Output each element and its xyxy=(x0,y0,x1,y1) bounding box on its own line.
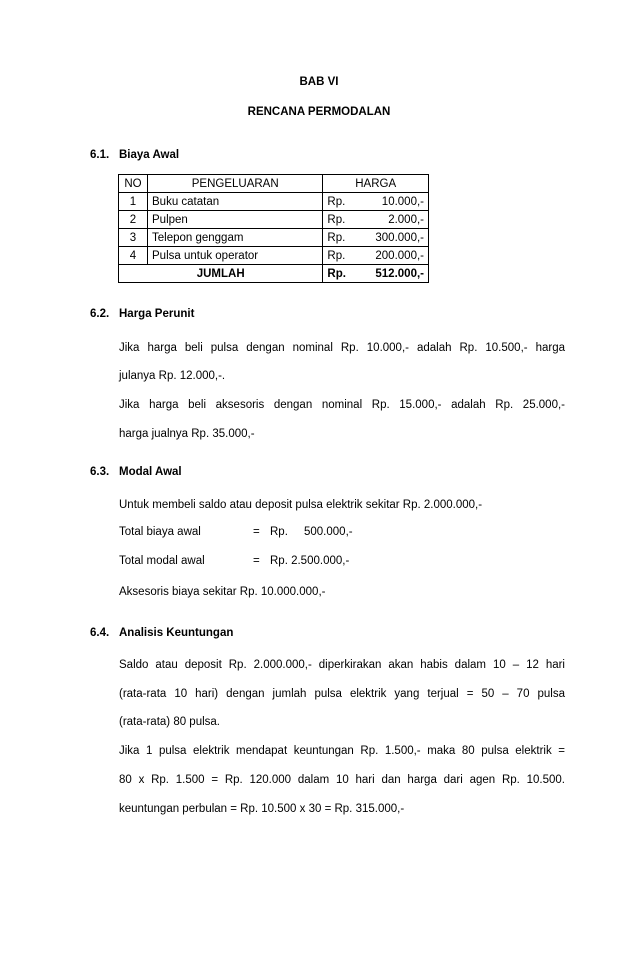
total-label: JUMLAH xyxy=(119,265,323,283)
chapter-heading: BAB VI xyxy=(299,76,339,88)
col-header-no: NO xyxy=(119,175,148,193)
row-label: Total modal awal xyxy=(119,555,205,567)
section-title: Modal Awal xyxy=(119,466,182,478)
cost-table xyxy=(118,174,429,283)
paragraph-line: Jika harga beli pulsa dengan nominal Rp. 10.000,- adalah Rp. 10.500,- harga xyxy=(119,342,565,354)
cell-item: Pulsa untuk operator xyxy=(148,247,323,265)
cell-currency: Rp. xyxy=(323,247,372,265)
cell-amount: 300.000,- xyxy=(371,229,428,247)
cell-amount: 10.000,- xyxy=(371,193,428,211)
section-heading-6-2 xyxy=(90,308,194,320)
table-row xyxy=(119,229,429,247)
cell-no: 1 xyxy=(119,193,148,211)
row-equals: = xyxy=(253,555,260,567)
section-number: 6.1. xyxy=(90,149,110,161)
paragraph-line: harga jualnya Rp. 35.000,- xyxy=(119,428,255,440)
paragraph-line: 80 x Rp. 1.500 = Rp. 120.000 dalam 10 hari dan harga dari agen Rp. 10.500. xyxy=(119,774,565,786)
row-currency: Rp. xyxy=(270,526,288,538)
cell-currency: Rp. xyxy=(323,211,372,229)
cell-no: 2 xyxy=(119,211,148,229)
page-title: RENCANA PERMODALAN xyxy=(247,106,391,118)
paragraph-line: Saldo atau deposit Rp. 2.000.000,- diperkirakan akan habis dalam 10 – 12 hari xyxy=(119,659,565,671)
total-currency: Rp. xyxy=(323,265,372,283)
col-header-pengeluaran: PENGELUARAN xyxy=(148,175,323,193)
cell-currency: Rp. xyxy=(323,229,372,247)
table-row xyxy=(119,193,429,211)
section-heading-6-3 xyxy=(90,466,182,478)
paragraph-line: Jika 1 pulsa elektrik mendapat keuntungan Rp. 1.500,- maka 80 pulsa elektrik = xyxy=(119,745,565,757)
row-equals: = xyxy=(253,526,260,538)
total-amount: 512.000,- xyxy=(371,265,428,283)
total-biaya-row xyxy=(119,526,353,538)
cell-item: Telepon genggam xyxy=(148,229,323,247)
section-number: 6.4. xyxy=(90,627,110,639)
row-label: Total biaya awal xyxy=(119,526,201,538)
paragraph-line: Jika harga beli aksesoris dengan nominal Rp. 15.000,- adalah Rp. 25.000,- xyxy=(119,399,565,411)
table-header-row xyxy=(119,175,429,193)
table-row xyxy=(119,247,429,265)
cell-currency: Rp. xyxy=(323,193,372,211)
section-number: 6.3. xyxy=(90,466,110,478)
section-heading-6-4 xyxy=(90,627,233,639)
row-value: Rp. 2.500.000,- xyxy=(270,555,350,567)
total-modal-row xyxy=(119,555,349,567)
cell-item: Pulpen xyxy=(148,211,323,229)
section-title: Biaya Awal xyxy=(119,149,180,161)
row-value: 500.000,- xyxy=(304,526,353,538)
paragraph-line: keuntungan perbulan = Rp. 10.500 x 30 = Rp. 315.000,- xyxy=(119,803,405,815)
cell-amount: 200.000,- xyxy=(371,247,428,265)
section-number: 6.2. xyxy=(90,308,110,320)
paragraph-line: Untuk membeli saldo atau deposit pulsa elektrik sekitar Rp. 2.000.000,- xyxy=(119,499,483,511)
section-title: Analisis Keuntungan xyxy=(119,627,234,639)
table-total-row xyxy=(119,265,429,283)
section-heading-6-1 xyxy=(90,149,179,161)
paragraph-line: julanya Rp. 12.000,-. xyxy=(119,370,226,382)
table-row xyxy=(119,211,429,229)
cell-no: 4 xyxy=(119,247,148,265)
section-title: Harga Perunit xyxy=(119,308,195,320)
cell-amount: 2.000,- xyxy=(371,211,428,229)
col-header-harga: HARGA xyxy=(323,175,429,193)
paragraph-line: (rata-rata) 80 pulsa. xyxy=(119,716,220,728)
cell-no: 3 xyxy=(119,229,148,247)
paragraph-line: (rata-rata 10 hari) dengan jumlah pulsa elektrik yang terjual = 50 – 70 pulsa xyxy=(119,688,565,700)
cell-item: Buku catatan xyxy=(148,193,323,211)
paragraph-line: Aksesoris biaya sekitar Rp. 10.000.000,- xyxy=(119,586,326,598)
